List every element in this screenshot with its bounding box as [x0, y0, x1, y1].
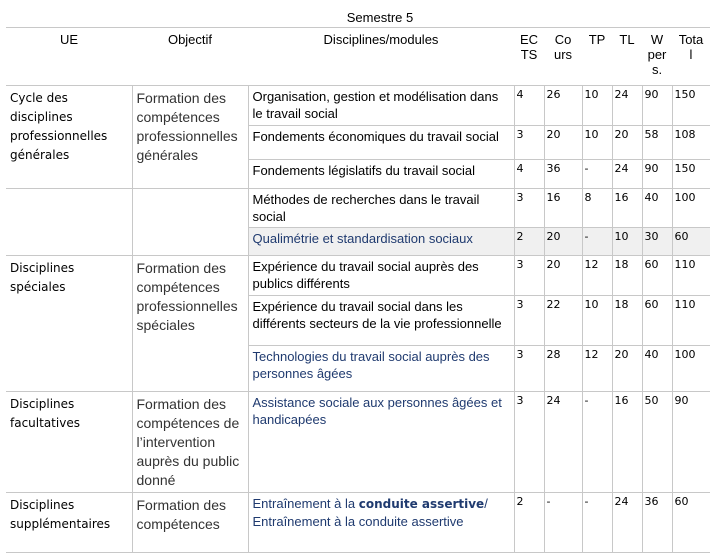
discipline-cell: Assistance sociale aux personnes âgées et handicapées — [248, 392, 514, 493]
table-row — [6, 392, 710, 493]
discipline-cell: Expérience du travail social dans les différents secteurs de la vie professionnelle — [248, 296, 514, 346]
discipline-suffix: / — [484, 496, 488, 511]
cours-cell: 20 — [544, 126, 582, 160]
total-cell: 100 — [672, 346, 710, 392]
tp-cell: 12 — [582, 346, 612, 392]
tp-cell: - — [582, 160, 612, 189]
header-row — [6, 28, 710, 86]
ects-cell: 4 — [514, 86, 544, 126]
wpers-cell: 40 — [642, 189, 672, 228]
cours-cell: - — [544, 493, 582, 553]
tl-cell: 18 — [612, 296, 642, 346]
ue-cell: Disciplines facultatives — [6, 392, 132, 493]
tl-cell: 24 — [612, 160, 642, 189]
discipline-cell: Fondements législatifs du travail social — [248, 160, 514, 189]
discipline-cell: Fondements économiques du travail social — [248, 126, 514, 160]
cours-cell: 22 — [544, 296, 582, 346]
cours-cell: 28 — [544, 346, 582, 392]
tl-cell: 24 — [612, 86, 642, 126]
header-wpers: W per s. — [642, 28, 672, 86]
cours-cell: 36 — [544, 160, 582, 189]
wpers-cell: 40 — [642, 346, 672, 392]
wpers-cell: 90 — [642, 86, 672, 126]
cours-cell: 20 — [544, 228, 582, 256]
header-ects: EC TS — [514, 28, 544, 86]
tl-cell: 20 — [612, 346, 642, 392]
discipline-cell: Organisation, gestion et modélisation dans le travail social — [248, 86, 514, 126]
wpers-cell: 60 — [642, 296, 672, 346]
cours-cell: 24 — [544, 392, 582, 493]
total-cell: 60 — [672, 228, 710, 256]
cours-cell: 20 — [544, 256, 582, 296]
total-cell: 100 — [672, 189, 710, 228]
header-total: Tota l — [672, 28, 710, 86]
tp-cell: - — [582, 228, 612, 256]
discipline-cell: Expérience du travail social auprès des publics différents — [248, 256, 514, 296]
discipline-bold: conduite assertive — [358, 497, 485, 511]
wpers-cell: 36 — [642, 493, 672, 553]
cours-cell: 16 — [544, 189, 582, 228]
ue-cell-empty — [6, 189, 132, 256]
ue-cell: Disciplines spéciales — [6, 256, 132, 392]
discipline-cell — [248, 493, 514, 553]
table-row — [6, 189, 710, 228]
header-objectif: Objectif — [132, 28, 248, 86]
total-cell: 90 — [672, 392, 710, 493]
ects-cell: 4 — [514, 160, 544, 189]
semester-title: Semestre 5 — [346, 10, 414, 25]
header-tp: TP — [582, 28, 612, 86]
ue-cell: Cycle des disciplines professionnelles générales — [6, 86, 132, 189]
discipline-prefix: Entraînement à la — [252, 496, 359, 511]
header-tl: TL — [612, 28, 642, 86]
ue-cell: Disciplines supplémentaires — [6, 493, 132, 553]
wpers-cell: 90 — [642, 160, 672, 189]
ects-cell: 3 — [514, 346, 544, 392]
ects-cell: 3 — [514, 392, 544, 493]
objectif-cell: Formation des compétences — [132, 493, 248, 553]
tl-cell: 16 — [612, 392, 642, 493]
tl-cell: 18 — [612, 256, 642, 296]
header-disciplines: Disciplines/modules — [248, 28, 514, 86]
wpers-cell: 50 — [642, 392, 672, 493]
header-ue: UE — [6, 28, 132, 86]
ects-cell: 2 — [514, 228, 544, 256]
total-cell: 110 — [672, 296, 710, 346]
ects-cell: 3 — [514, 296, 544, 346]
tp-cell: - — [582, 493, 612, 553]
wpers-cell: 58 — [642, 126, 672, 160]
tp-cell: 10 — [582, 86, 612, 126]
objectif-cell: Formation des compétences professionnelles générales — [132, 86, 248, 189]
total-cell: 150 — [672, 160, 710, 189]
tp-cell: 10 — [582, 126, 612, 160]
discipline-cell: Qualimétrie et standardisation sociaux — [248, 228, 514, 256]
total-cell: 110 — [672, 256, 710, 296]
tl-cell: 24 — [612, 493, 642, 553]
objectif-cell: Formation des compétences de l’intervention auprès du public donné — [132, 392, 248, 493]
tl-cell: 16 — [612, 189, 642, 228]
discipline-cell: Technologies du travail social auprès des personnes âgées — [248, 346, 514, 392]
total-cell: 108 — [672, 126, 710, 160]
tp-cell: 8 — [582, 189, 612, 228]
table-row — [6, 256, 710, 296]
total-cell: 150 — [672, 86, 710, 126]
tp-cell: - — [582, 392, 612, 493]
curriculum-table — [6, 27, 710, 553]
objectif-cell: Formation des compétences professionnelles spéciales — [132, 256, 248, 392]
ects-cell: 2 — [514, 493, 544, 553]
tp-cell: 10 — [582, 296, 612, 346]
cours-cell: 26 — [544, 86, 582, 126]
discipline-line2: Entraînement à la conduite assertive — [252, 514, 464, 529]
table-row — [6, 86, 710, 126]
wpers-cell: 30 — [642, 228, 672, 256]
tp-cell: 12 — [582, 256, 612, 296]
discipline-cell: Méthodes de recherches dans le travail social — [248, 189, 514, 228]
objectif-cell-empty — [132, 189, 248, 256]
wpers-cell: 60 — [642, 256, 672, 296]
ects-cell: 3 — [514, 256, 544, 296]
table-row — [6, 493, 710, 553]
total-cell: 60 — [672, 493, 710, 553]
ects-cell: 3 — [514, 126, 544, 160]
ects-cell: 3 — [514, 189, 544, 228]
tl-cell: 10 — [612, 228, 642, 256]
header-cours: Co urs — [544, 28, 582, 86]
tl-cell: 20 — [612, 126, 642, 160]
